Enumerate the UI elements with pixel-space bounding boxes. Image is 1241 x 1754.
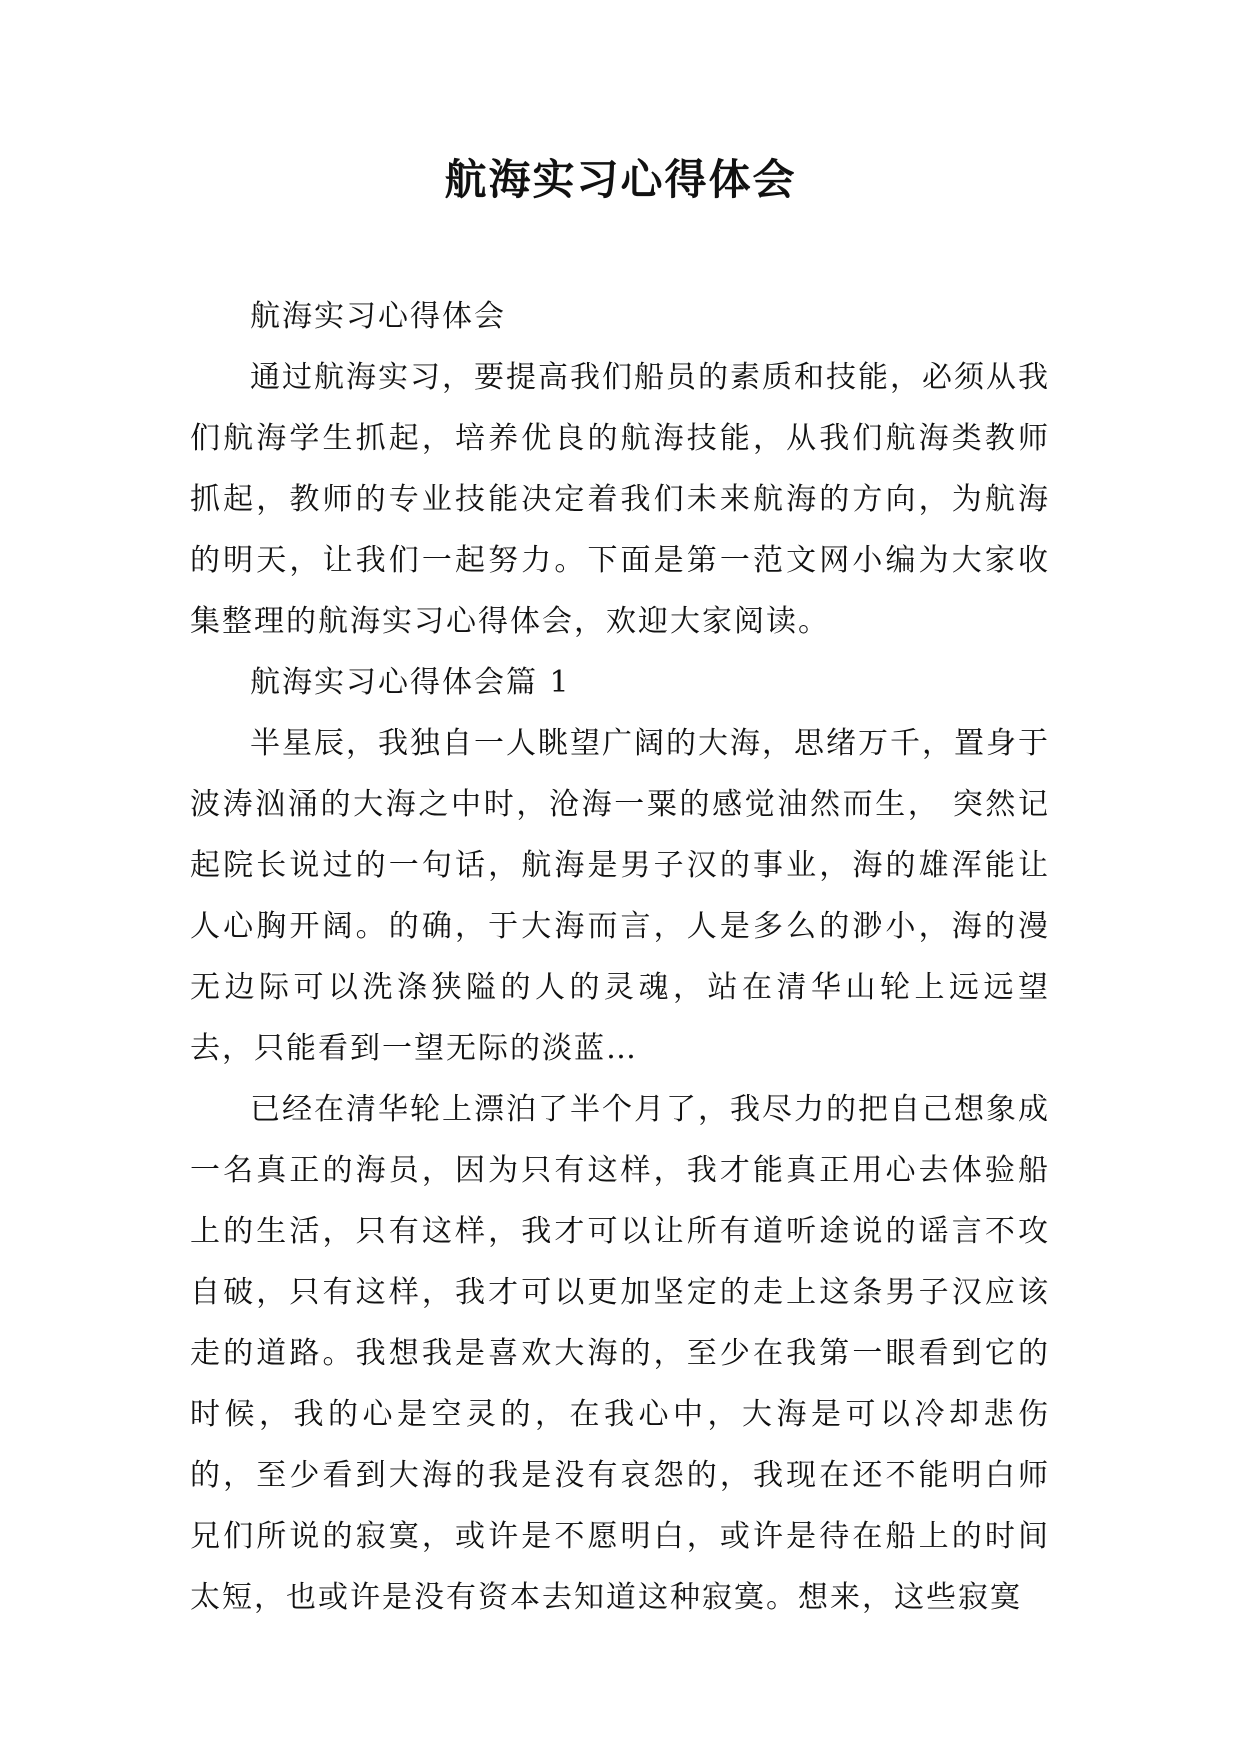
section-heading: 航海实习心得体会篇 1: [250, 665, 571, 700]
body-paragraph-2: 已经在清华轮上漂泊了半个月了，我尽力的把自己想象成一名真正的海员，因为只有这样，我才能真正用心去体验船上的生活，只有这样，我才可以让所有道听途说的谣言不攻自破，只有这样，我才可以更加坚定的走上这条男子汉应该走的道路。我想我是喜欢大海的，至少在我第一眼看到它的时候，我的心是空灵的，在我心中，大海是可以冷却悲伤的，至少看到大海的我是没有哀怨的，我现在还不能明白师兄们所说的寂寞，或许是不愿明白，或许是待在船上的时间太短，也或许是没有资本去知道这种寂寞。想来，这些寂寞: [190, 1092, 1050, 1615]
document-title: 航海实习心得体会: [444, 155, 797, 204]
intro-heading: 航海实习心得体会: [250, 299, 506, 334]
intro-paragraph: 通过航海实习，要提高我们船员的素质和技能，必须从我们航海学生抓起，培养优良的航海技能，从我们航海类教师抓起，教师的专业技能决定着我们未来航海的方向，为航海的明天，让我们一起努力。下面是第一范文网小编为大家收集整理的航海实习心得体会，欢迎大家阅读。: [190, 360, 1050, 639]
document-body: [190, 286, 1050, 1628]
body-paragraph-1: 半星辰，我独自一人眺望广阔的大海，思绪万千，置身于波涛汹涌的大海之中时，沧海一粟的感觉油然而生， 突然记起院长说过的一句话，航海是男子汉的事业，海的雄浑能让人心胸开阔。的确，于大海而言，人是多么的渺小，海的漫无边际可以洗涤狭隘的人的灵魂，站在清华山轮上远远望去，只能看到一望无际的淡蓝…: [190, 726, 1050, 1066]
